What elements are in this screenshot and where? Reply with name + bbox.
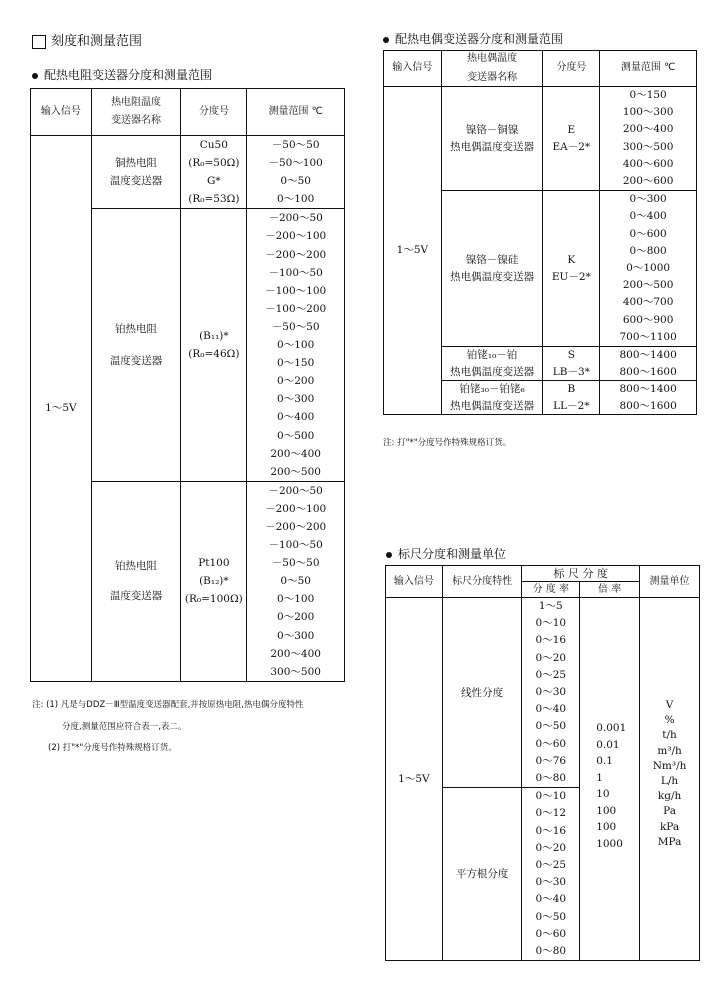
t2-group4-ranges: 800～1400 800～1600 (600, 381, 697, 415)
linear-divisions: 1～5 0～10 0～16 0～20 0～25 0～30 0～40 0～50 0～60 0～76 0～80 (522, 598, 580, 788)
thermocouple-range-table (383, 50, 697, 415)
bullet-icon (32, 73, 38, 79)
bullet-icon (383, 37, 389, 43)
t2-group4-name: 铂铑₃₀－铂铑₆ 热电偶温度变送器 (441, 381, 543, 415)
t2-group1-codes: E EA－2* (543, 87, 600, 191)
header-input-signal: 输入信号 (384, 51, 442, 87)
t1-title: 配热电阻变送器分度和测量范围 (44, 68, 213, 82)
input-signal-cell: 1～5V (386, 598, 443, 961)
header-range: 测量范围 ℃ (600, 51, 697, 87)
t1-group1-codes: Cu50 (R₀=50Ω) G* (R₀=53Ω) (181, 136, 247, 209)
sqrt-divisions: 0～10 0～12 0～16 0～20 0～25 0～30 0～40 0～50 0～60 0～80 (522, 788, 580, 961)
t2-group3-name: 铂铑₁₀－铂 热电偶温度变送器 (441, 347, 543, 381)
multiplier-list: 0.001 0.01 0.1 1 10 100 100 1000 (580, 598, 640, 961)
t1-group1-name: 铜热电阻 温度变送器 (91, 136, 181, 209)
t1-group3-ranges: －200～50 －200～100 －200～200 －100～50 －50～50 0～50 0～100 0～200 0～300 200～400 300～500 (247, 481, 345, 681)
t1-group1-ranges: －50～50 －50～100 0～50 0～100 (247, 136, 345, 209)
checkbox-icon (32, 35, 46, 49)
rtd-range-table (30, 88, 345, 682)
t3-title: 标尺分度和测量单位 (398, 547, 507, 561)
sqrt-label: 平方根分度 (442, 788, 522, 961)
header-range: 测量范围 ℃ (247, 89, 345, 136)
t2-note: 注: 打"*"分度号作特殊规格订货。 (383, 438, 512, 448)
t2-title-line (383, 30, 563, 47)
t1-title-line (32, 66, 212, 83)
t3-title-line (386, 545, 506, 562)
header-graduation: 分度号 (181, 89, 247, 136)
input-signal-cell: 1～5V (31, 136, 92, 682)
t2-group1-ranges: 0～150 100～300 200～400 300～500 400～600 200～600 (600, 87, 697, 191)
section-title: 刻度和测量范围 (51, 34, 143, 49)
header-transmitter-name: 热电偶温度 变送器名称 (441, 51, 543, 87)
header-transmitter-name: 热电阻温度 变送器名称 (91, 89, 181, 136)
header-unit: 测量单位 (640, 566, 700, 598)
bullet-icon (386, 552, 392, 558)
t1-note-3: (2) 打"*"分度号作特殊规格订货。 (48, 743, 177, 753)
t1-note-2: 分度,测量范围应符合表一,表二。 (62, 722, 187, 732)
header-multiplier: 倍 率 (580, 582, 640, 598)
t1-group2-codes: (B₁₁)* (R₀=46Ω) (181, 209, 247, 481)
unit-list: V % t/h m³/h Nm³/h L/h kg/h Pa kPa MPa (640, 598, 700, 961)
t2-group2-name: 镍铬－镍硅 热电偶温度变送器 (441, 191, 543, 347)
header-graduation: 分度号 (543, 51, 600, 87)
t2-group3-codes: S LB－3* (543, 347, 600, 381)
scale-unit-table (385, 565, 700, 961)
t1-note-1: 注: (1) 凡是与DDZ－Ⅲ型温度变送器配套,并按原热电阻,热电偶分度特性 (32, 700, 304, 710)
t2-group2-codes: K EU－2* (543, 191, 600, 347)
header-division-rate: 分 度 率 (522, 582, 580, 598)
input-signal-cell: 1～5V (384, 87, 442, 415)
section-heading (32, 30, 142, 49)
header-scale-characteristic: 标尺分度特性 (442, 566, 522, 598)
linear-label: 线性分度 (442, 598, 522, 788)
t2-group1-name: 镍铬－铜镍 热电偶温度变送器 (441, 87, 543, 191)
t1-group3-codes: Pt100 (B₁₂)* (R₀=100Ω) (181, 481, 247, 681)
t1-group2-ranges: －200～50 －200～100 －200～200 －100～50 －100～100 －100～200 －50～50 0～100 0～150 0～200 0～300 0～400 0～500 200～400 200～500 (247, 209, 345, 481)
t2-group4-codes: B LL－2* (543, 381, 600, 415)
t2-group2-ranges: 0～300 0～400 0～600 0～800 0～1000 200～500 400～700 600～900 700～1100 (600, 191, 697, 347)
t2-group3-ranges: 800～1400 800～1600 (600, 347, 697, 381)
t2-title: 配热电偶变送器分度和测量范围 (395, 32, 564, 46)
header-scale-division: 标 尺 分 度 (522, 566, 640, 582)
header-input-signal: 输入信号 (386, 566, 443, 598)
t1-group3-name: 铂热电阻 温度变送器 (91, 481, 181, 681)
header-input-signal: 输入信号 (31, 89, 92, 136)
t1-group2-name: 铂热电阻 温度变送器 (91, 209, 181, 481)
